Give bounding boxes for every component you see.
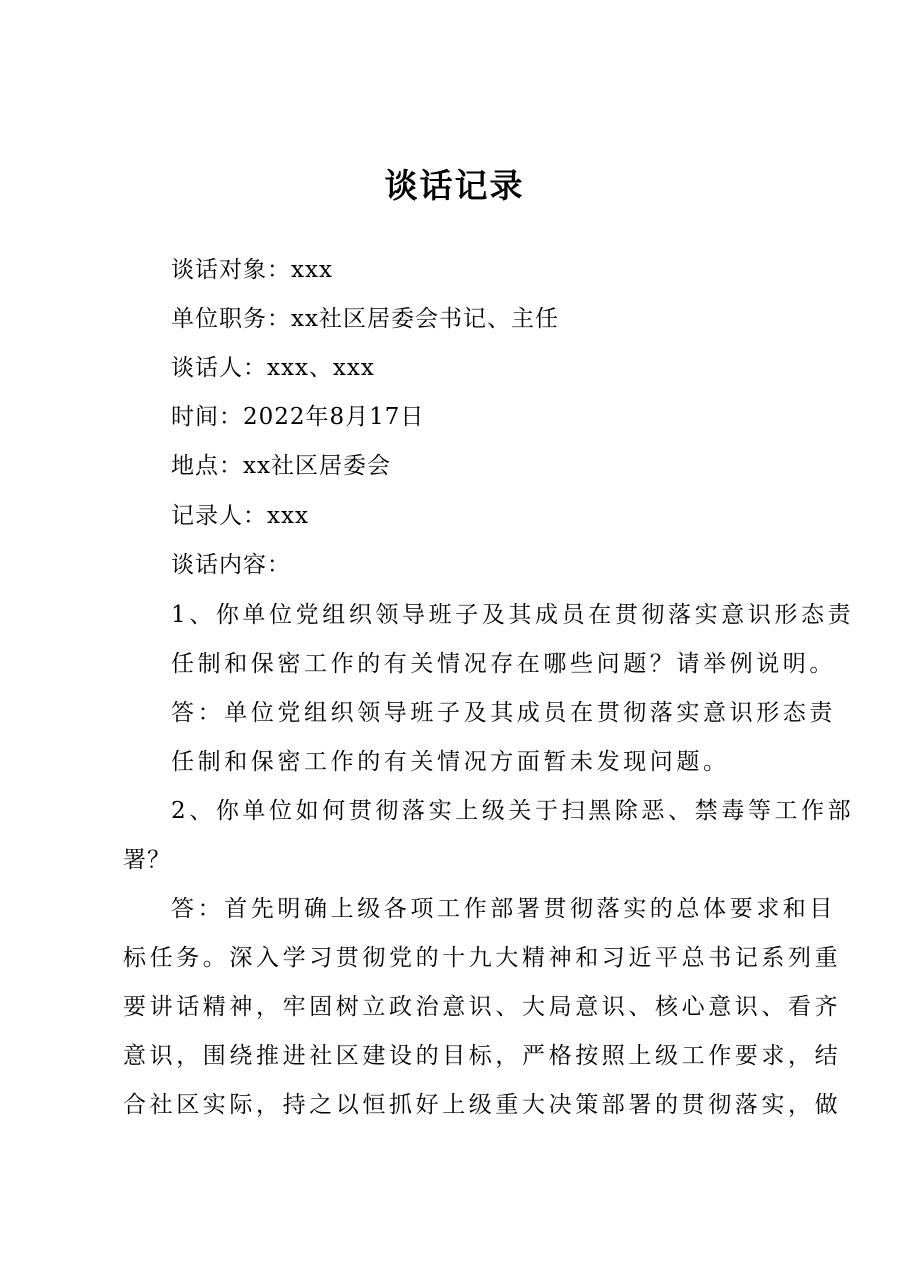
answer-2-line-5: 合社区实际，持之以恒抓好上级重大决策部署的贯彻落实，做 [123, 1092, 842, 1118]
field-content-label: 谈话内容： [171, 552, 291, 578]
question-2-line-1: 2、你单位如何贯彻落实上级关于扫黑除恶、禁毒等工作部 [171, 798, 855, 824]
answer-2-line-1: 答：首先明确上级各项工作部署贯彻落实的总体要求和目 [171, 896, 836, 922]
answer-1-line-2: 任制和保密工作的有关情况方面暂未发现问题。 [171, 749, 730, 775]
field-place: 地点：xx社区居委会 [171, 453, 391, 479]
question-1-line-1: 1、你单位党组织领导班子及其成员在贯彻落实意识形态责 [171, 602, 855, 628]
answer-1-line-1: 答：单位党组织领导班子及其成员在贯彻落实意识形态责 [171, 700, 836, 726]
field-recorder: 记录人：xxx [171, 503, 309, 529]
answer-2-line-3: 要讲话精神，牢固树立政治意识、大局意识、核心意识、看齐 [123, 994, 842, 1020]
document-title: 谈话记录 [384, 166, 525, 205]
field-subject: 谈话对象：xxx [171, 257, 333, 283]
question-2-line-2: 署？ [123, 847, 171, 873]
field-time: 时间：2022年8月17日 [171, 404, 425, 430]
field-position: 单位职务：xx社区居委会书记、主任 [171, 306, 559, 332]
answer-2-line-2: 标任务。深入学习贯彻党的十九大精神和习近平总书记系列重 [123, 945, 842, 971]
question-1-line-2: 任制和保密工作的有关情况存在哪些问题？请举例说明。 [171, 651, 836, 677]
field-interviewer: 谈话人：xxx、xxx [171, 355, 375, 381]
answer-2-line-4: 意识，围绕推进社区建设的目标，严格按照上级工作要求，结 [123, 1043, 842, 1069]
